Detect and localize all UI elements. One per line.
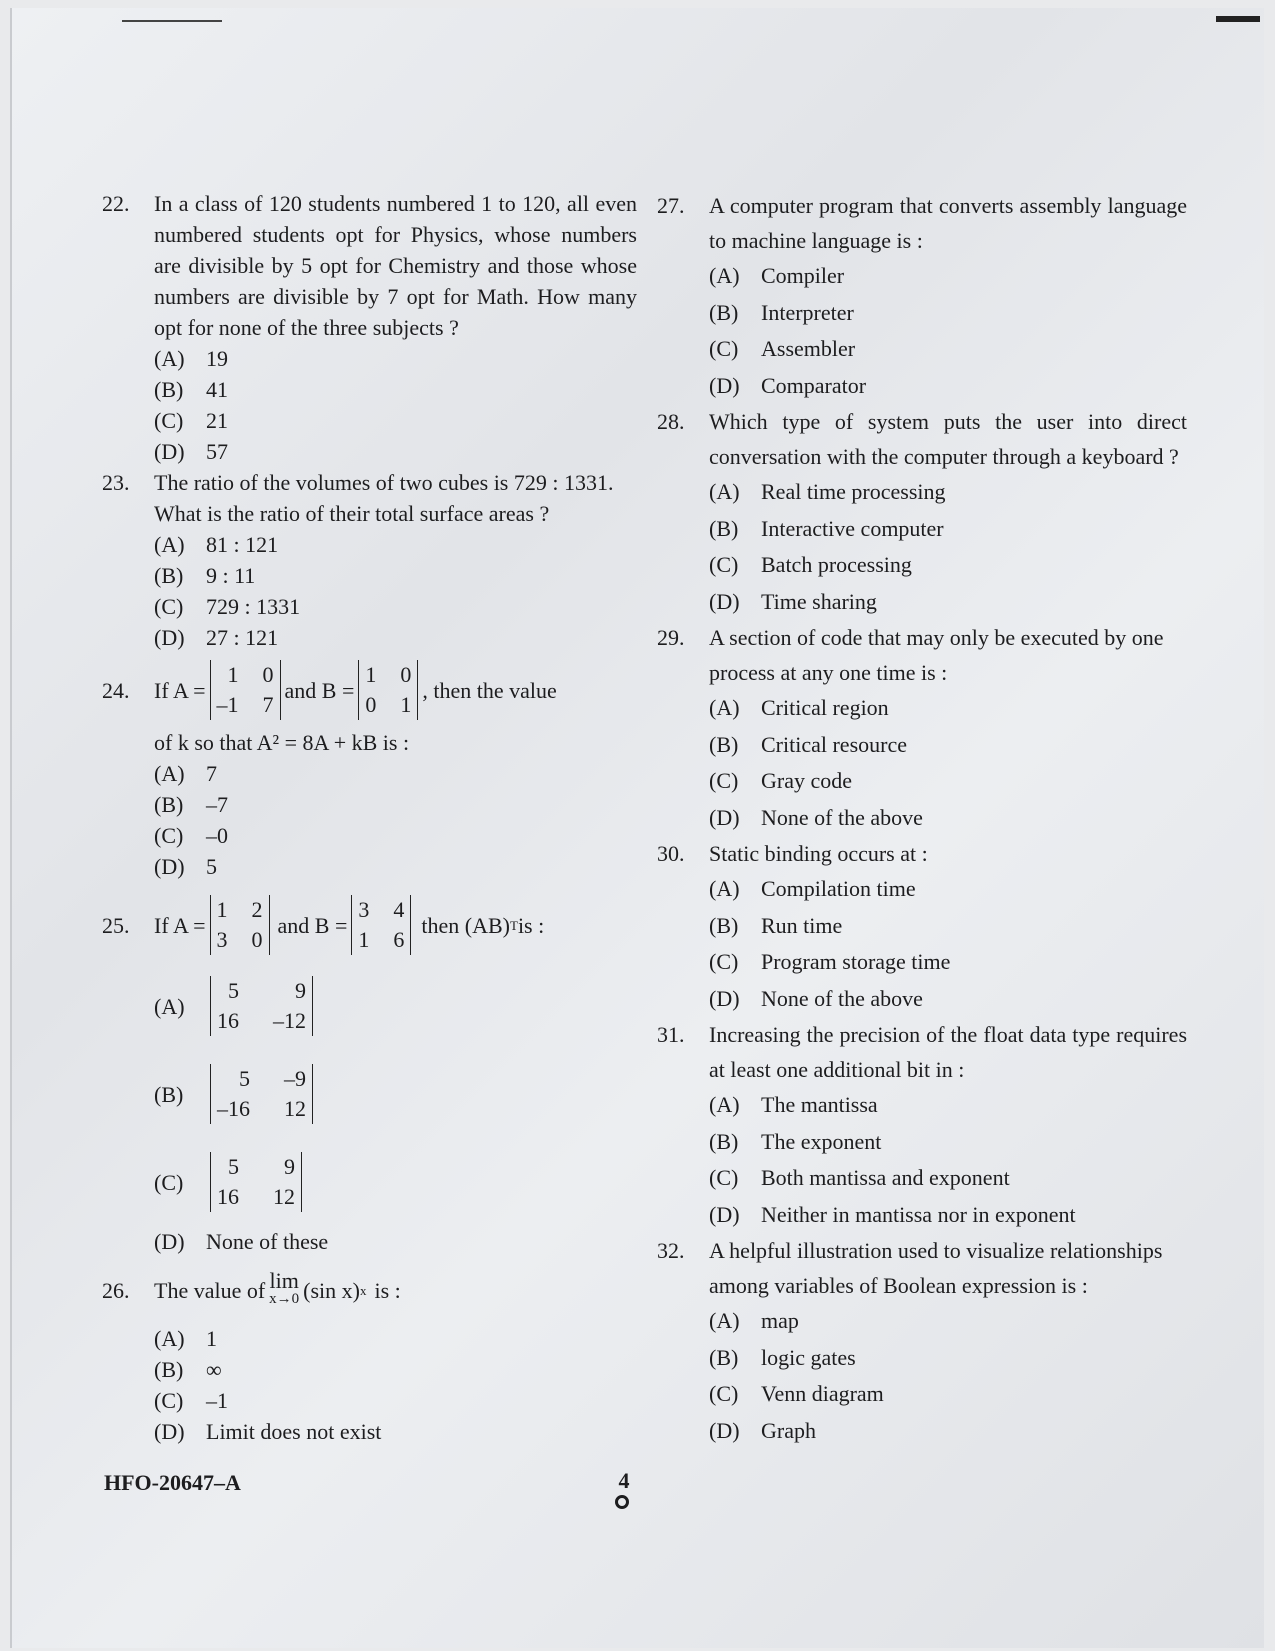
question-text: of k so that A² = 8A + kB is : <box>154 730 410 755</box>
option <box>709 547 1187 584</box>
option-text: 41 <box>206 377 228 402</box>
option <box>154 405 637 436</box>
option-text: Critical region <box>761 695 889 720</box>
matrix-cell: 0 <box>262 662 274 687</box>
option-text: –1 <box>206 1388 228 1413</box>
option <box>154 962 637 1050</box>
matrix-cell: 12 <box>284 1096 306 1121</box>
option <box>709 584 1187 621</box>
option-label: (B) <box>154 1357 184 1382</box>
option <box>709 871 1187 908</box>
option-text: None of the above <box>761 804 923 830</box>
option-label: (B) <box>709 515 739 541</box>
option-text: 5 <box>206 854 217 879</box>
option-label: (C) <box>709 552 739 577</box>
option-label: (C) <box>154 1388 184 1413</box>
question-28 <box>657 404 1187 474</box>
option <box>154 851 637 882</box>
option <box>154 1050 637 1138</box>
option-matrix <box>210 1152 302 1212</box>
option <box>154 1323 637 1354</box>
limit-expression <box>269 1268 300 1308</box>
matrix-cell: 1 <box>365 662 377 687</box>
option <box>709 1376 1187 1413</box>
option-label: (B) <box>154 563 184 588</box>
option <box>709 474 1187 511</box>
option <box>709 1124 1187 1161</box>
option <box>154 560 637 591</box>
question-27 <box>657 188 1187 258</box>
option <box>154 343 637 374</box>
option <box>154 1416 637 1447</box>
question-text: If A = <box>154 677 206 703</box>
question-text: is : <box>517 912 545 938</box>
option-text: Compiler <box>761 263 845 288</box>
matrix-cell: 9 <box>284 1154 295 1179</box>
option-label: (C) <box>709 768 739 793</box>
option <box>709 944 1187 981</box>
option <box>154 1354 637 1385</box>
matrix-cell: 4 <box>393 897 405 922</box>
matrix-cell: 16 <box>217 1184 239 1209</box>
option-label: (D) <box>154 625 185 650</box>
option-label: (C) <box>709 949 739 974</box>
option-text: Interpreter <box>761 299 854 325</box>
option-text: Critical resource <box>761 731 907 757</box>
option-text: ∞ <box>206 1357 222 1382</box>
option-text: Batch processing <box>761 552 912 577</box>
option-label: (B) <box>709 1344 739 1370</box>
question-23 <box>102 467 637 529</box>
question-number: 28. <box>657 409 685 434</box>
option-matrix <box>210 976 313 1036</box>
matrix-cell: 12 <box>273 1184 295 1209</box>
option-text: Real time processing <box>761 479 946 504</box>
question-text: and B = <box>277 912 348 938</box>
option <box>154 591 637 622</box>
option-label: (D) <box>709 985 740 1011</box>
option-text: 81 : 121 <box>206 532 279 557</box>
matrix-cell: –9 <box>284 1066 306 1091</box>
question-text: Which type of system puts the user into direct conversation with the computer through a keyboard ? <box>709 409 1187 469</box>
option-text: Graph <box>761 1417 816 1443</box>
option-text: The mantissa <box>761 1092 878 1117</box>
option-label: (A) <box>709 695 740 720</box>
question-number: 32. <box>657 1238 685 1263</box>
option-text: Assembler <box>761 336 856 361</box>
question-number: 26. <box>102 1277 130 1303</box>
option <box>154 529 637 560</box>
option-label: (D) <box>154 1229 185 1254</box>
option <box>709 1197 1187 1234</box>
booklet-code: HFO-20647–A <box>104 1470 241 1495</box>
question-text: then (AB) <box>421 912 510 938</box>
option-label: (B) <box>154 377 184 402</box>
option-text: Run time <box>761 912 843 938</box>
corner-mark <box>1216 16 1260 22</box>
option-text: 21 <box>206 408 228 433</box>
question-text: Static binding occurs at : <box>709 841 928 866</box>
option <box>154 789 637 820</box>
option-text: 19 <box>206 346 228 371</box>
question-number: 24. <box>102 677 130 703</box>
exam-page <box>10 8 1264 1648</box>
option-text: Gray code <box>761 768 853 793</box>
matrix-a <box>210 895 270 955</box>
option-text: Interactive computer <box>761 515 944 541</box>
matrix-cell: 5 <box>239 1066 250 1091</box>
question-text: , then the value <box>422 677 557 703</box>
option-label: (D) <box>709 804 740 830</box>
matrix-cell: 1 <box>227 662 239 687</box>
option-text: 9 : 11 <box>206 563 256 588</box>
option <box>709 1303 1187 1340</box>
question-22 <box>102 188 637 343</box>
option-label: (D) <box>154 854 185 879</box>
limit-subscript: x→0 <box>269 1291 300 1307</box>
option-label: (C) <box>154 594 184 619</box>
option-label: (C) <box>154 408 184 433</box>
option-label: (B) <box>154 1081 184 1107</box>
scan-mark <box>122 20 222 22</box>
matrix-b <box>358 660 418 720</box>
option-label: (A) <box>709 1308 740 1333</box>
matrix-cell: 6 <box>393 927 405 952</box>
option-label: (A) <box>709 479 740 504</box>
option-label: (A) <box>709 263 740 288</box>
question-29 <box>657 620 1187 690</box>
matrix-cell: 2 <box>251 897 263 922</box>
question-number: 29. <box>657 625 685 650</box>
option-text: 729 : 1331 <box>206 594 301 619</box>
question-text: and B = <box>284 677 355 703</box>
matrix-b <box>351 895 411 955</box>
right-column <box>657 188 1187 1449</box>
option-text: logic gates <box>761 1344 856 1370</box>
matrix-cell: 0 <box>251 927 263 952</box>
option-label: (A) <box>709 876 740 901</box>
option-text: None of the above <box>761 985 923 1011</box>
matrix-cell: 3 <box>216 927 228 952</box>
option-text: None of these <box>206 1229 329 1254</box>
question-number: 23. <box>102 470 130 495</box>
option-label: (D) <box>154 439 185 464</box>
option-text: Venn diagram <box>761 1381 884 1406</box>
left-column <box>102 188 637 1447</box>
option-text: 57 <box>206 439 228 464</box>
option-label: (A) <box>154 1326 185 1351</box>
question-text: Increasing the precision of the float data type requires at least one additional bit in : <box>709 1022 1187 1082</box>
option <box>709 368 1187 405</box>
option <box>709 295 1187 332</box>
option <box>709 258 1187 295</box>
option-text: Compilation time <box>761 876 916 901</box>
question-26 <box>102 1257 637 1323</box>
matrix-cell: 7 <box>262 692 274 717</box>
option-text: Neither in mantissa nor in exponent <box>761 1201 1076 1227</box>
matrix-cell: 0 <box>400 662 412 687</box>
question-number: 30. <box>657 841 685 866</box>
matrix-cell: 16 <box>217 1008 239 1033</box>
ring-mark-icon <box>615 1495 629 1509</box>
option-label: (A) <box>709 1092 740 1117</box>
question-31 <box>657 1017 1187 1087</box>
option <box>154 1138 637 1226</box>
option <box>709 727 1187 764</box>
question-32 <box>657 1233 1187 1303</box>
option-text: 7 <box>206 761 217 786</box>
option-label: (B) <box>709 731 739 757</box>
matrix-cell: 3 <box>358 897 370 922</box>
option-label: (D) <box>709 372 740 398</box>
option-text: Comparator <box>761 372 867 398</box>
option-label: (A) <box>154 993 185 1019</box>
matrix-cell: 5 <box>228 978 239 1003</box>
superscript: T <box>509 917 518 933</box>
limit-symbol: lim <box>269 1268 299 1293</box>
matrix-cell: 1 <box>400 692 412 717</box>
matrix-cell: –1 <box>216 692 239 717</box>
question-text: The ratio of the volumes of two cubes is 729 : 1331. What is the ratio of their total surface areas ? <box>154 470 614 526</box>
option-label: (B) <box>709 912 739 938</box>
option-text: Time sharing <box>761 588 877 614</box>
matrix-cell: 1 <box>358 927 370 952</box>
option-label: (A) <box>154 346 185 371</box>
question-text: A computer program that converts assembly language to machine language is : <box>709 193 1187 253</box>
option <box>709 908 1187 945</box>
matrix-cell: 9 <box>295 978 306 1003</box>
question-text: is : <box>374 1277 401 1303</box>
option-label: (D) <box>709 588 740 614</box>
option-label: (B) <box>709 1128 739 1154</box>
option-text: Program storage time <box>761 949 951 974</box>
option <box>709 981 1187 1018</box>
question-text: If A = <box>154 912 206 938</box>
question-text: The value of <box>154 1277 266 1303</box>
option <box>154 374 637 405</box>
option <box>709 690 1187 727</box>
question-text: In a class of 120 students numbered 1 to 120, all even numbered students opt for Physics, whose numbers are divisible by 5 opt for Chemistry and those whose numbers are divisible by 7 opt for Math. How many opt for none of the three subjects ? <box>154 191 637 340</box>
question-30 <box>657 836 1187 871</box>
option <box>709 1413 1187 1450</box>
superscript: x <box>360 1282 367 1298</box>
option-label: (C) <box>709 1165 739 1190</box>
matrix-cell: –12 <box>273 1008 306 1033</box>
option <box>154 1385 637 1416</box>
question-text: A section of code that may only be executed by one process at any one time is : <box>709 625 1164 685</box>
option <box>154 622 637 653</box>
option-label: (B) <box>709 299 739 325</box>
option <box>709 1087 1187 1124</box>
matrix-cell: 0 <box>365 692 377 717</box>
option-label: (C) <box>709 1381 739 1406</box>
question-number: 27. <box>657 193 685 218</box>
option-text: –7 <box>206 792 228 817</box>
question-number: 31. <box>657 1022 685 1047</box>
option-text: Both mantissa and exponent <box>761 1165 1010 1190</box>
option <box>709 1160 1187 1197</box>
option-matrix <box>210 1064 313 1124</box>
option <box>709 1340 1187 1377</box>
option <box>709 511 1187 548</box>
option-label: (C) <box>709 336 739 361</box>
option-text: Limit does not exist <box>206 1419 382 1444</box>
option <box>154 436 637 467</box>
option <box>709 763 1187 800</box>
option-label: (C) <box>154 823 184 848</box>
option-label: (D) <box>709 1417 740 1443</box>
question-number: 22. <box>102 191 130 216</box>
option-label: (D) <box>154 1419 185 1444</box>
option-text: 27 : 121 <box>206 625 279 650</box>
question-text: A helpful illustration used to visualize relationships among variables of Boolean expression is : <box>709 1238 1163 1298</box>
page-number: 4 <box>618 1468 630 1493</box>
option <box>709 800 1187 837</box>
option-text: The exponent <box>761 1128 882 1154</box>
option <box>154 758 637 789</box>
question-24 <box>102 653 637 727</box>
option-text: map <box>761 1308 799 1333</box>
matrix-cell: 1 <box>216 897 228 922</box>
matrix-a <box>210 660 281 720</box>
question-text: (sin x) <box>303 1277 360 1303</box>
question-25 <box>102 888 637 962</box>
option-label: (A) <box>154 532 185 557</box>
option <box>154 1226 637 1257</box>
option-label: (B) <box>154 792 184 817</box>
matrix-cell: –16 <box>217 1096 250 1121</box>
option-label: (A) <box>154 761 185 786</box>
option-label: (C) <box>154 1169 184 1195</box>
option <box>709 331 1187 368</box>
matrix-cell: 5 <box>228 1154 239 1179</box>
option-text: 1 <box>206 1326 217 1351</box>
option <box>154 820 637 851</box>
option-label: (D) <box>709 1201 740 1227</box>
option-text: –0 <box>206 823 228 848</box>
question-number: 25. <box>102 912 130 938</box>
